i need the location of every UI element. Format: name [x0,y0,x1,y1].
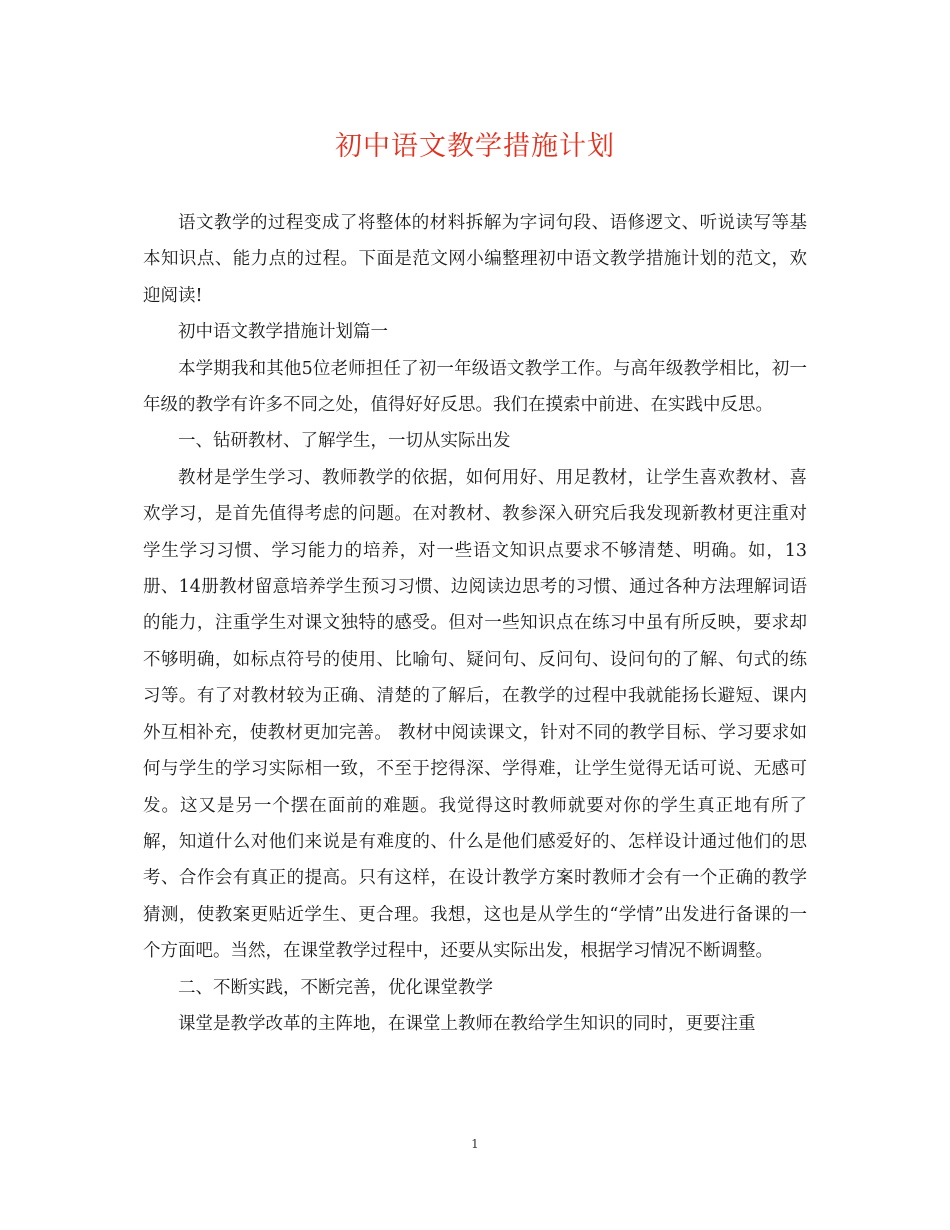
paragraph-heading-one: 一、钻研教材、了解学生，一切从实际出发 [178,431,511,452]
paragraph-heading-two: 二、不断实践，不断完善，优化课堂教学 [178,977,493,998]
paragraph-classroom: 课堂是教学改革的主阵地，在课堂上教师在教给学生知识的同时，更要注重 [178,1013,756,1034]
document-body [143,205,807,1042]
paragraph-overview: 本学期我和其他5位老师担任了初一年级语文教学工作。与高年级教学相比，初一年级的教学有许多不同之处，值得好好反思。我们在摸索中前进、在实践中反思。 [143,358,807,416]
paragraph-intro: 语文教学的过程变成了将整体的材料拆解为字词句段、语修逻文、听说读写等基本知识点、能力点的过程。下面是范文网小编整理初中语文教学措施计划的范文，欢迎阅读! [143,213,807,306]
document-title: 初中语文教学措施计划 [335,131,615,162]
page-number: 1 [471,1137,479,1151]
paragraph-textbook-study: 教材是学生学习、教师教学的依据，如何用好、用足教材，让学生喜欢教材、喜欢学习，是首先值得考虑的问题。在对教材、教参深入研究后我发现新教材更注重对学生学习习惯、学习能力的培养，对一些语文知识点要求不够清楚、明确。如，13册、14册教材留意培养学生预习习惯、边阅读边思考的习惯、通过各种方法理解词语的能力，注重学生对课文独特的感受。但对一些知识点在练习中虽有所反映，要求却不够明确，如标点符号的使用、比喻句、疑问句、反问句、设问句的了解、句式的练习等。有了对教材较为正确、清楚的了解后，在教学的过程中我就能扬长避短、课内外互相补充，使教材更加完善。 教材中阅读课文，针对不同的教学目标、学习要求如何与学生的学习实际相一致，不至于挖得深、学得难，让学生觉得无话可说、无感可发。这又是另一个摆在面前的难题。我觉得这时教师就要对你的学生真正地有所了解，知道什么对他们来说是有难度的、什么是他们感爱好的、怎样设计通过他们的思考、合作会有真正的提高。只有这样，在设计教学方案时教师才会有一个正确的教学猜测，使教案更贴近学生、更合理。我想，这也是从学生的“学情”出发进行备课的一个方面吧。当然，在课堂教学过程中，还要从实际出发，根据学习情况不断调整。 [143,467,807,962]
paragraph-section-heading: 初中语文教学措施计划篇一 [178,322,388,343]
